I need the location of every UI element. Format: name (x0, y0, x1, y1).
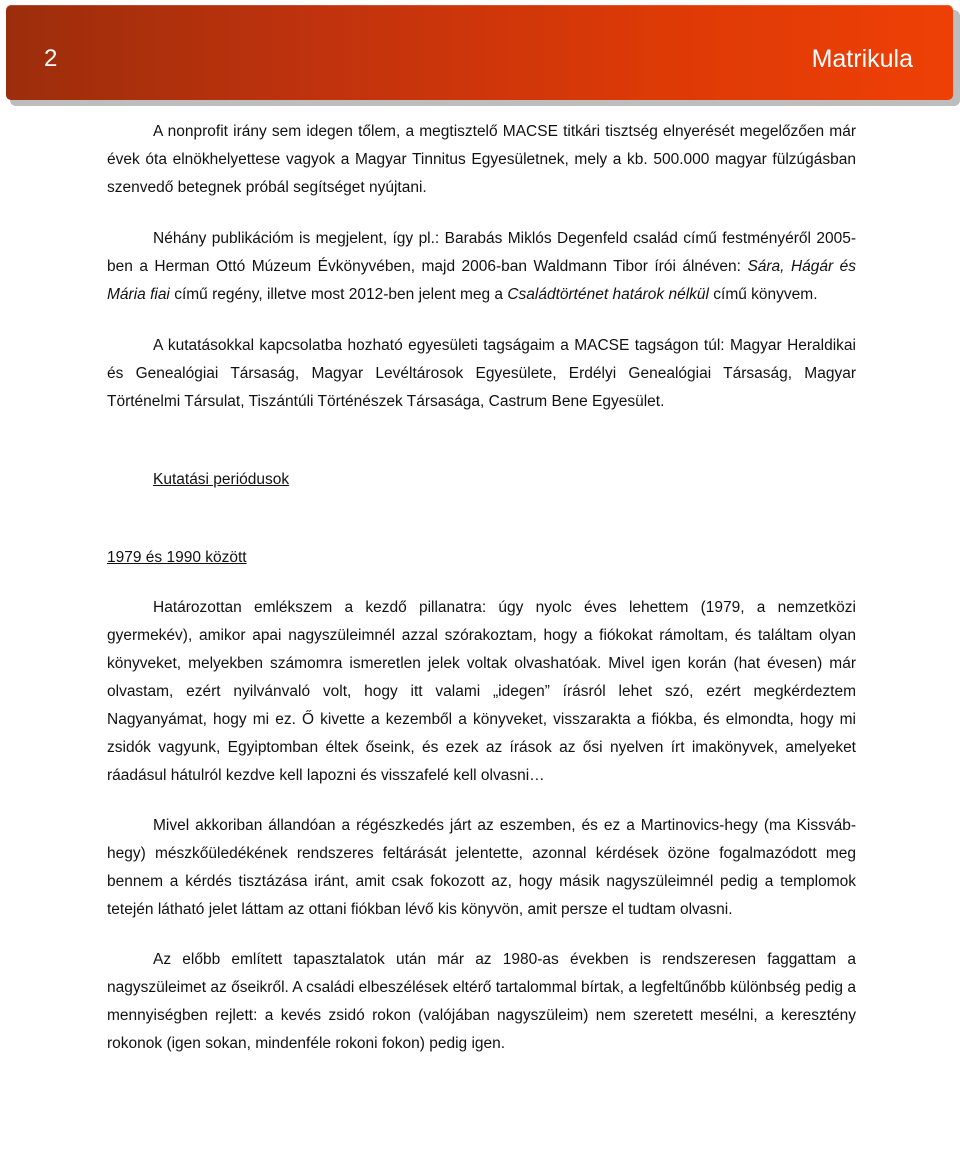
book-title: Családtörténet határok nélkül (507, 286, 709, 303)
document-body (107, 118, 856, 1058)
page-header-banner (6, 5, 953, 100)
paragraph-nonprofit: A nonprofit irány sem idegen tőlem, a megtisztelő MACSE titkári tisztség elnyerését megelőzően már évek óta elnökhelyettese vagyok a Magyar Tinnitus Egyesületnek, mely a kb. 500.000 magyar fülzúgásban szenvedő betegnek próbál segítséget nyújtani. (107, 123, 856, 196)
novel-title: Sára, Hágár és Mária fiai (107, 258, 856, 303)
section-heading: Kutatási periódusok (153, 471, 290, 488)
paragraph-publications (107, 225, 856, 309)
paragraph-memberships: A kutatásokkal kapcsolatba hozható egyesületi tagságaim a MACSE tagságon túl: Magyar Heraldikai és Genealógiai Társaság, Magyar Levéltárosok Egyesülete, Erdélyi Genealógiai Társaság, Magyar Történelmi Társulat, Tiszántúli Történészek Társasága, Castrum Bene Egyesület. (107, 337, 856, 410)
publications-text-a: Néhány publikációm is megjelent, így pl.: Barabás Miklós Degenfeld család című festményéről 2005-ben a Herman Ottó Múzeum Évkönyvében, majd 2006-ban Waldmann Tibor írói álnéven: (107, 230, 856, 275)
paragraph-family-stories: Az előbb említett tapasztalatok után már az 1980-as években is rendszeresen faggattam a nagyszüleimet az őseikről. A családi elbeszélések eltérő tartalommal bírtak, a legfeltűnőbb különbség pedig a mennyiségben rejlett: a kevés zsidó rokon (valójában nagyszüleim) nem szeretett mesélni, a keresztény rokonok (igen sokan, mindenféle rokoni fokon) pedig igen. (107, 951, 856, 1052)
paragraph-archaeology: Mivel akkoriban állandóan a régészkedés járt az eszemben, és ez a Martinovics-hegy (ma Kissváb-hegy) mészkőüledékének rendszeres feltárását jelentette, azonnal kérdések özöne fogalmazódott meg bennem a kérdés tisztázása iránt, amit csak fokozott az, hogy másik nagyszüleimnél pedig a templomok tetején látható jelet láttam az ottani fiókban lévő kis könyvön, amit persze el tudtam olvasni. (107, 817, 856, 918)
publications-text-b: című regény, illetve most 2012-ben jelent meg a (169, 286, 508, 303)
paragraph-first-memory: Határozottan emlékszem a kezdő pillanatra: úgy nyolc éves lehettem (1979, a nemzetközi gyermekév), amikor apai nagyszüleimnél azzal szórakoztam, hogy a fiókokat rámoltam, és találtam olyan könyveket, melyekben számomra ismeretlen jelek voltak olvashatóak. Mivel igen korán (hat évesen) már olvastam, ezért nyilvánvaló volt, hogy itt valami „idegen” írásról lehet szó, ezért megkérdeztem Nagyanyámat, hogy mi ez. Ő kivette a kezemből a könyveket, visszarakta a fiókba, és elmondta, hogy mi zsidók vagyunk, Egyiptomban éltek őseink, és ezek az írások az ősi nyelven írt imakönyvek, amelyeket ráadásul hátulról kezdve kell lapozni és visszafelé kell olvasni… (107, 599, 856, 784)
period-heading: 1979 és 1990 között (107, 549, 247, 566)
publications-text-c: című könyvem. (708, 286, 818, 303)
running-header-title: Matrikula (811, 45, 913, 73)
page-number: 2 (44, 45, 58, 72)
